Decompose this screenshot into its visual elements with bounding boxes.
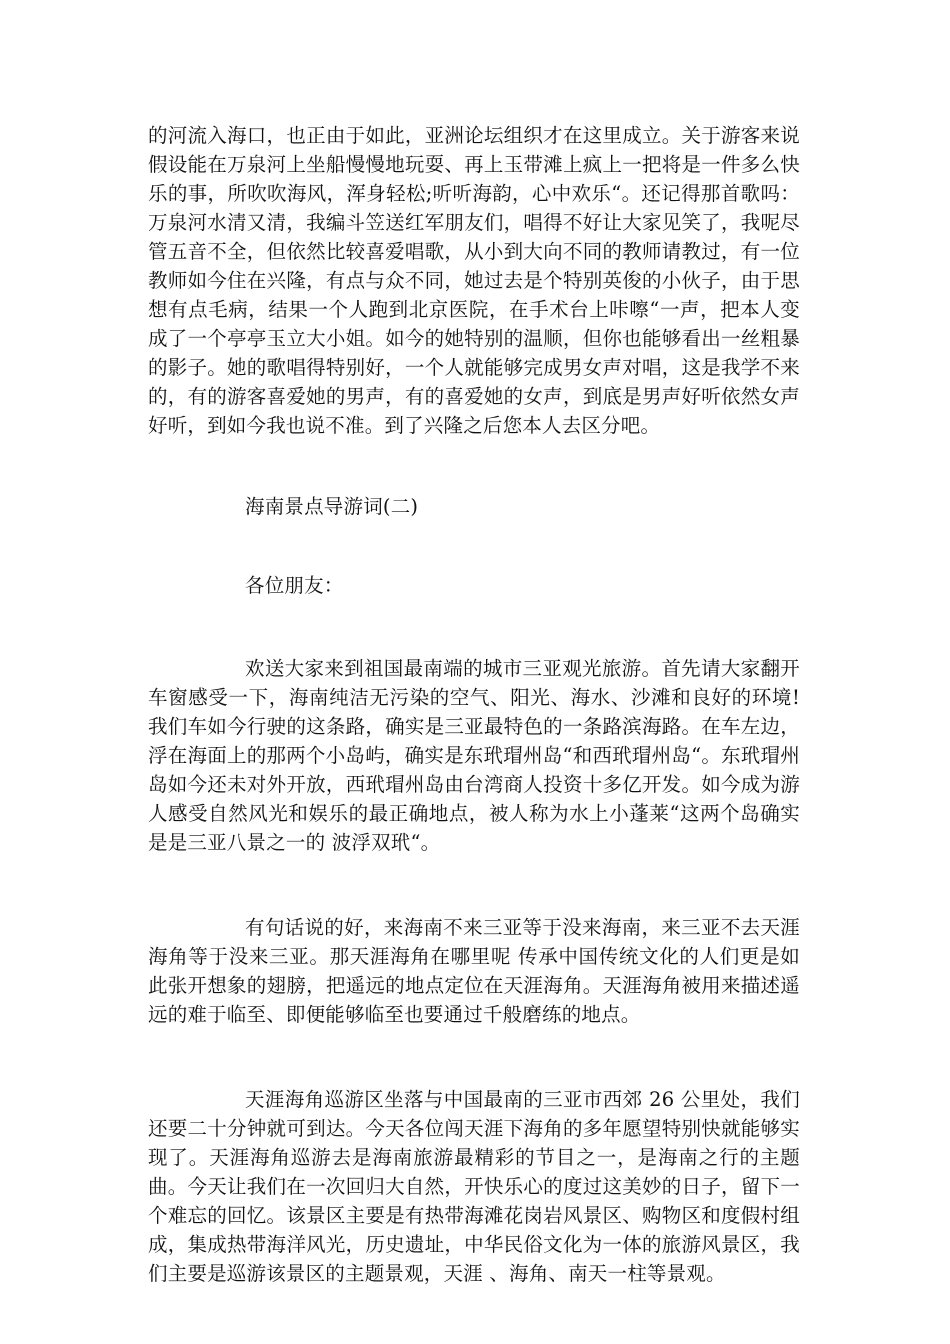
paragraph-welcome: 欢送大家来到祖国最南端的城市三亚观光旅游。首先请大家翻开车窗感受一下，海南纯洁无污染的空气、阳光、海水、沙滩和良好的环境! 我们车如今行驶的这条路，确实是三亚最特色的一条路滨海路。在车左边，浮在海面上的那两个小岛屿，确实是东玳瑁州岛“和西玳瑁州岛“。东玳瑁州岛如今还未对外开放，西玳瑁州岛由台湾商人投资十多亿开发。如今成为游人感受自然风光和娱乐的最正确地点，被人称为水上小蓬莱“这两个岛确实是是三亚八景之一的 波浮双玳“。 [148, 657, 800, 854]
greeting: 各位朋友： [245, 574, 344, 597]
document-page [148, 121, 800, 1288]
paragraph-tianya-saying: 有句话说的好，来海南不来三亚等于没来海南，来三亚不去天涯海角等于没来三亚。那天涯海角在哪里呢 传承中国传统文化的人们更是如此张开想象的翅膀，把遥远的地点定位在天涯海角。天涯海角被用来描述遥远的难于临至、即便能够临至也要通过千般磨练的地点。 [148, 916, 800, 1026]
paragraph-intro-continuation: 的河流入海口，也正由于如此，亚洲论坛组织才在这里成立。关于游客来说假设能在万泉河上坐船慢慢地玩耍、再上玉带滩上疯上一把将是一件多么快乐的事，所吹吹海风，浑身轻松;听听海韵，心中欢乐“。还记得那首歌吗：万泉河水清又清，我编斗笠送红军朋友们，唱得不好让大家见笑了，我呢尽管五音不全，但依然比较喜爱唱歌，从小到大向不同的教师请教过，有一位教师如今住在兴隆，有点与众不同，她过去是个特别英俊的小伙子，由于思想有点毛病，结果一个人跑到北京医院，在手术台上咔嚓“一声，把本人变成了一个亭亭玉立大小姐。如今的她特别的温顺，但你也能够看出一丝粗暴的影子。她的歌唱得特别好，一个人就能够完成男女声对唱，这是我学不来的，有的游客喜爱她的男声，有的喜爱她的女声，到底是男声好听依然女声好听，到如今我也说不准。到了兴隆之后您本人去区分吧。 [148, 124, 800, 437]
paragraph-tianya-scenic-area: 天涯海角巡游区坐落与中国最南的三亚市西郊 26 公里处，我们还要二十分钟就可到达。今天各位闯天涯下海角的多年愿望特别快就能够实现了。天涯海角巡游去是海南旅游最精彩的节目之一，是海南之行的主题曲。今天让我们在一次回归大自然，开快乐心的度过这美妙的日子，留下一个难忘的回忆。该景区主要是有热带海滩花岗岩风景区、购物区和度假村组成，集成热带海洋风光，历史遗址，中华民俗文化为一体的旅游风景区，我们主要是巡游该景区的主题景观，天涯 、海角、南天一柱等景观。 [148, 1088, 800, 1285]
section-title: 海南景点导游词(二) [245, 495, 419, 518]
